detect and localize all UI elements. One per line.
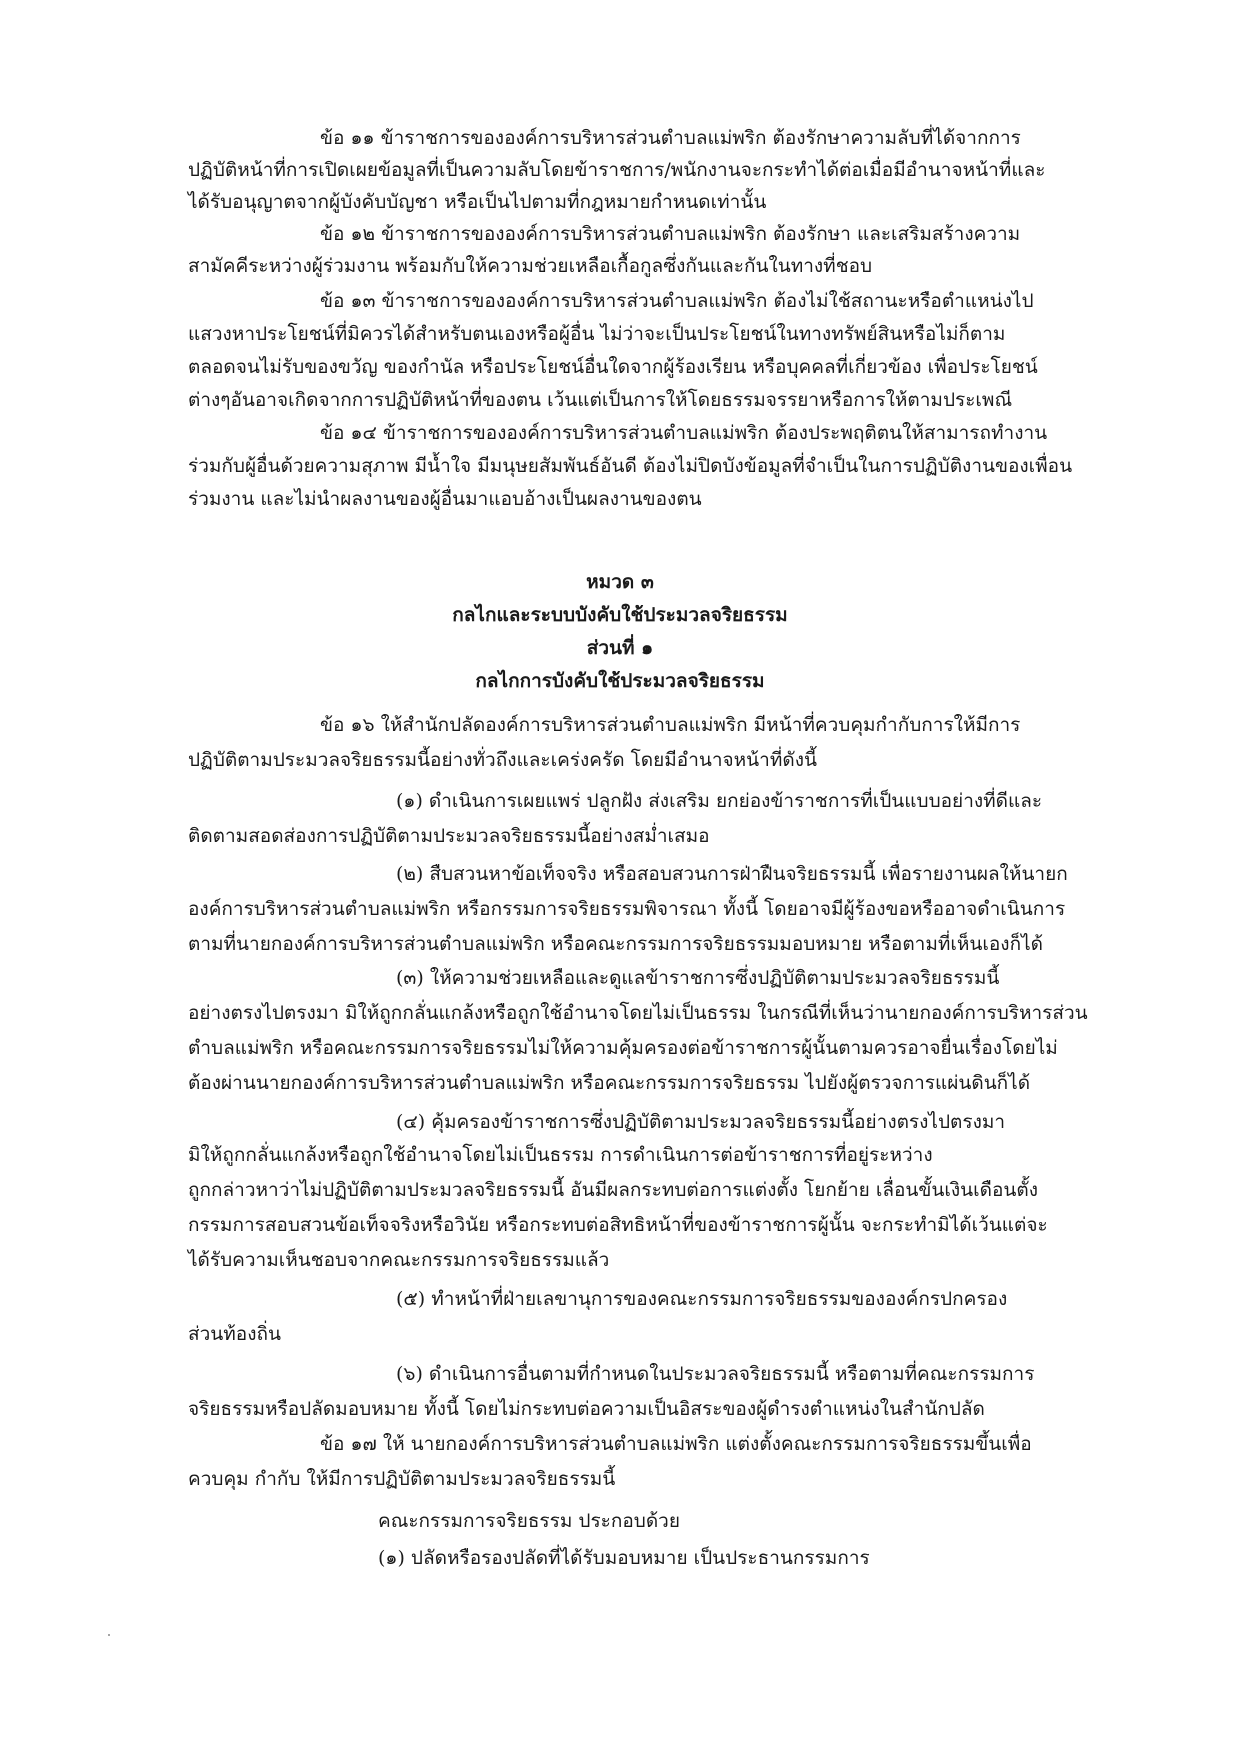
- clause-17-line-1: ข้อ ๑๗ ให้ นายกองค์การบริหารส่วนตำบลแม่พริก แต่งตั้งคณะกรรมการจริยธรรมขึ้นเพื่อ: [320, 1433, 1032, 1455]
- clause-13-line-1: ข้อ ๑๓ ข้าราชการขององค์การบริหารส่วนตำบลแม่พริก ต้องไม่ใช้สถานะหรือตำแหน่งไป: [320, 290, 1034, 312]
- clause-16-item-4-line-2: มิให้ถูกกลั่นแกล้งหรือถูกใช้อำนาจโดยไม่เป็นธรรม การดำเนินการต่อข้าราชการที่อยู่ระหว่าง: [188, 1144, 933, 1166]
- clause-16-item-3-line-2: อย่างตรงไปตรงมา มิให้ถูกกลั่นแกล้งหรือถูกใช้อำนาจโดยไม่เป็นธรรม ในกรณีที่เห็นว่านายกองค์การบริหารส่วน: [188, 1002, 1088, 1024]
- clause-16-item-5-line-1: (๕) ทำหน้าที่ฝ่ายเลขานุการของคณะกรรมการจริยธรรมขององค์กรปกครอง: [396, 1288, 1008, 1310]
- clause-13-line-2: แสวงหาประโยชน์ที่มิควรได้สำหรับตนเองหรือผู้อื่น ไม่ว่าจะเป็นประโยชน์ในทางทรัพย์สินหรือไม่ก็ตาม: [188, 323, 1006, 345]
- clause-16-line-1: ข้อ ๑๖ ให้สำนักปลัดองค์การบริหารส่วนตำบลแม่พริก มีหน้าที่ควบคุมกำกับการให้มีการ: [320, 714, 1021, 736]
- clause-16-line-2: ปฏิบัติตามประมวลจริยธรรมนี้อย่างทั่วถึงและเคร่งครัด โดยมีอำนาจหน้าที่ดังนี้: [188, 749, 817, 771]
- clause-16-item-4-line-5: ได้รับความเห็นชอบจากคณะกรรมการจริยธรรมแล้ว: [188, 1249, 610, 1271]
- clause-14-line-3: ร่วมงาน และไม่นำผลงานของผู้อื่นมาแอบอ้างเป็นผลงานของตน: [188, 488, 702, 510]
- clause-13-line-3: ตลอดจนไม่รับของขวัญ ของกำนัล หรือประโยชน์อื่นใดจากผู้ร้องเรียน หรือบุคคลที่เกี่ยวข้อง เพื่อประโยชน์: [188, 356, 1038, 378]
- clause-16-item-4-line-3: ถูกกล่าวหาว่าไม่ปฏิบัติตามประมวลจริยธรรมนี้ อันมีผลกระทบต่อการแต่งตั้ง โยกย้าย เลื่อนขั้นเงินเดือนตั้ง: [188, 1179, 1038, 1201]
- clause-16-item-2-line-1: (๒) สืบสวนหาข้อเท็จจริง หรือสอบสวนการฝ่าฝืนจริยธรรมนี้ เพื่อรายงานผลให้นายก: [396, 863, 1068, 885]
- clause-11-line-2: ปฏิบัติหน้าที่การเปิดเผยข้อมูลที่เป็นความลับโดยข้าราชการ/พนักงานจะกระทำได้ต่อเมื่อมีอำนาจหน้าที่และ: [188, 159, 1046, 181]
- clause-16-item-4-line-1: (๔) คุ้มครองข้าราชการซึ่งปฏิบัติตามประมวลจริยธรรมนี้อย่างตรงไปตรงมา: [396, 1111, 1006, 1133]
- clause-16-item-2-line-2: องค์การบริหารส่วนตำบลแม่พริก หรือกรรมการจริยธรรมพิจารณา ทั้งนี้ โดยอาจมีผู้ร้องขอหรืออาจดำเนินการ: [188, 898, 1066, 920]
- scan-speck: [108, 1634, 110, 1636]
- committee-item-1: (๑) ปลัดหรือรองปลัดที่ได้รับมอบหมาย เป็นประธานกรรมการ: [378, 1547, 870, 1569]
- clause-14-line-1: ข้อ ๑๔ ข้าราชการขององค์การบริหารส่วนตำบลแม่พริก ต้องประพฤติตนให้สามารถทำงาน: [320, 422, 1048, 444]
- clause-16-item-6-line-1: (๖) ดำเนินการอื่นตามที่กำหนดในประมวลจริยธรรมนี้ หรือตามที่คณะกรรมการ: [396, 1363, 1035, 1385]
- clause-16-item-6-line-2: จริยธรรมหรือปลัดมอบหมาย ทั้งนี้ โดยไม่กระทบต่อความเป็นอิสระของผู้ดำรงตำแหน่งในสำนักปลัด: [188, 1398, 985, 1420]
- clause-16-item-3-line-4: ต้องผ่านนายกองค์การบริหารส่วนตำบลแม่พริก หรือคณะกรรมการจริยธรรม ไปยังผู้ตรวจการแผ่นดินก็ได้: [188, 1072, 1031, 1094]
- part-heading: ส่วนที่ ๑: [586, 637, 654, 659]
- clause-11-line-3: ได้รับอนุญาตจากผู้บังคับบัญชา หรือเป็นไปตามที่กฎหมายกำหนดเท่านั้น: [188, 191, 767, 213]
- clause-16-item-2-line-3: ตามที่นายกองค์การบริหารส่วนตำบลแม่พริก หรือคณะกรรมการจริยธรรมมอบหมาย หรือตามที่เห็นเองก็ได้: [188, 933, 1043, 955]
- committee-composition-line: คณะกรรมการจริยธรรม ประกอบด้วย: [378, 1510, 680, 1532]
- clause-14-line-2: ร่วมกับผู้อื่นด้วยความสุภาพ มีน้ำใจ มีมนุษยสัมพันธ์อันดี ต้องไม่ปิดบังข้อมูลที่จำเป็นในการปฏิบัติงานของเพื่อน: [188, 455, 1073, 477]
- clause-16-item-1-line-1: (๑) ดำเนินการเผยแพร่ ปลูกฝัง ส่งเสริม ยกย่องข้าราชการที่เป็นแบบอย่างที่ดีและ: [396, 790, 1043, 812]
- clause-17-line-2: ควบคุม กำกับ ให้มีการปฏิบัติตามประมวลจริยธรรมนี้: [188, 1468, 616, 1490]
- clause-11-line-1: ข้อ ๑๑ ข้าราชการขององค์การบริหารส่วนตำบลแม่พริก ต้องรักษาความลับที่ได้จากการ: [320, 127, 1021, 149]
- clause-16-item-3-line-1: (๓) ให้ความช่วยเหลือและดูแลข้าราชการซึ่งปฏิบัติตามประมวลจริยธรรมนี้: [396, 967, 1000, 989]
- clause-16-item-3-line-3: ตำบลแม่พริก หรือคณะกรรมการจริยธรรมไม่ให้ความคุ้มครองต่อข้าราชการผู้นั้นตามควรอาจยื่นเรื่องโดยไม่: [188, 1037, 1058, 1059]
- part-title: กลไกการบังคับใช้ประมวลจริยธรรม: [475, 670, 765, 692]
- chapter-heading: หมวด ๓: [586, 571, 654, 593]
- clause-12-line-1: ข้อ ๑๒ ข้าราชการขององค์การบริหารส่วนตำบลแม่พริก ต้องรักษา และเสริมสร้างความ: [320, 223, 1021, 245]
- chapter-title: กลไกและระบบบังคับใช้ประมวลจริยธรรม: [452, 604, 788, 626]
- clause-12-line-2: สามัคคีระหว่างผู้ร่วมงาน พร้อมกับให้ความช่วยเหลือเกื้อกูลซึ่งกันและกันในทางที่ชอบ: [188, 255, 873, 277]
- clause-16-item-5-line-2: ส่วนท้องถิ่น: [188, 1323, 281, 1345]
- clause-16-item-4-line-4: กรรมการสอบสวนข้อเท็จจริงหรือวินัย หรือกระทบต่อสิทธิหน้าที่ของข้าราชการผู้นั้น จะกระทำมิได้เว้นแต่จะ: [188, 1214, 1048, 1236]
- clause-16-item-1-line-2: ติดตามสอดส่องการปฏิบัติตามประมวลจริยธรรมนี้อย่างสม่ำเสมอ: [188, 825, 710, 847]
- clause-13-line-4: ต่างๆอันอาจเกิดจากการปฏิบัติหน้าที่ของตน เว้นแต่เป็นการให้โดยธรรมจรรยาหรือการให้ตามประเพณี: [188, 389, 1013, 411]
